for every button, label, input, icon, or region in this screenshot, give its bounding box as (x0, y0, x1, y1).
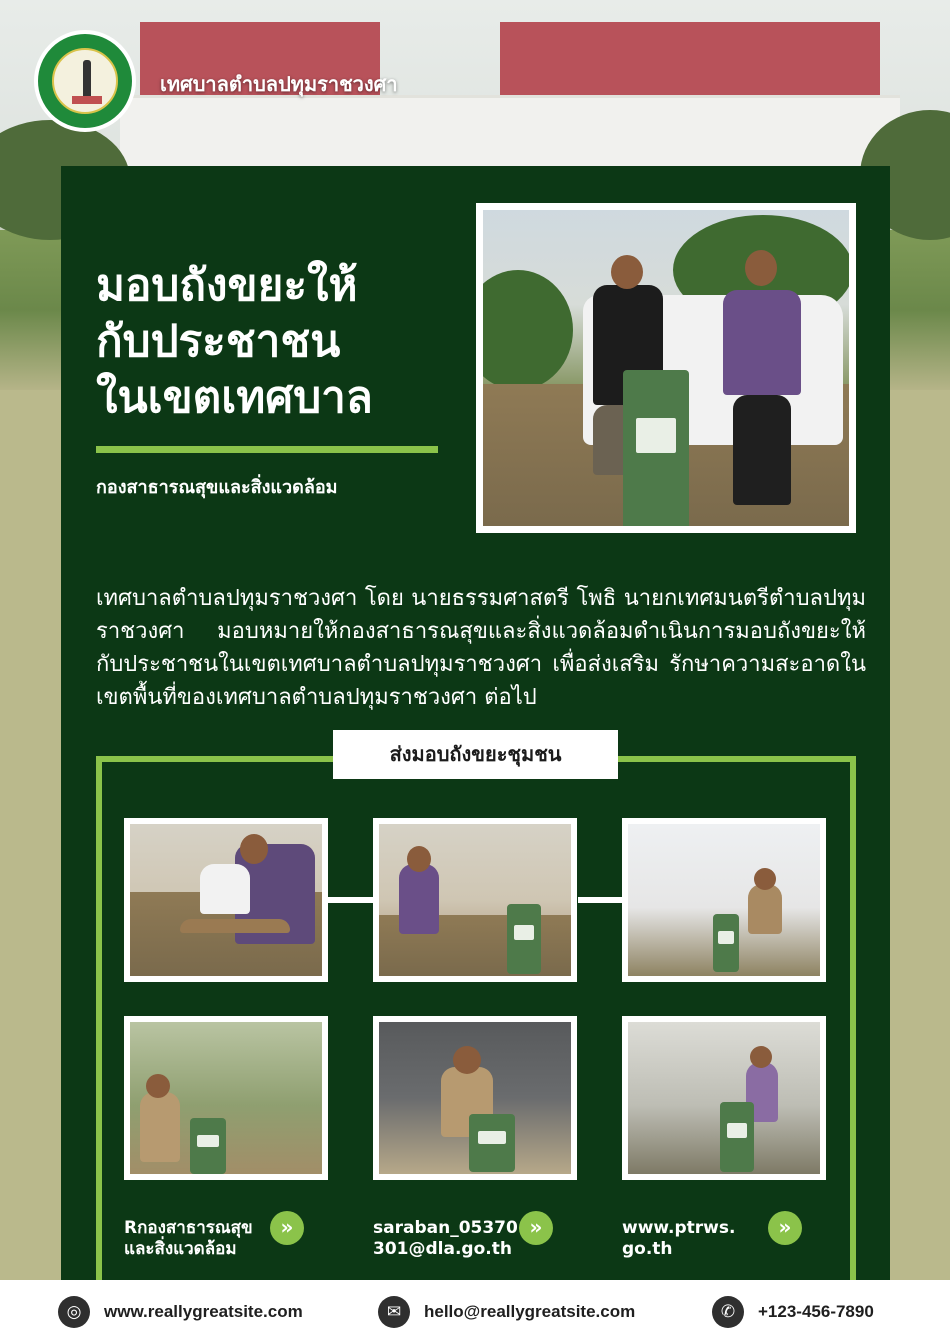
gallery-photo (622, 1016, 826, 1180)
footer-website[interactable]: ◎ www.reallygreatsite.com (58, 1296, 303, 1328)
gallery-photo (622, 818, 826, 982)
footer-email[interactable]: ✉ hello@reallygreatsite.com (378, 1296, 635, 1328)
contact-department: Rกองสาธารณสุข และสิ่งแวดล้อม (124, 1218, 253, 1259)
connector-line (328, 897, 374, 903)
arrow-right-icon[interactable]: » (519, 1211, 553, 1245)
page-title (96, 258, 456, 426)
phone-icon: ✆ (712, 1296, 744, 1328)
site-name: เทศบาลตำบลปทุมราชวงศา (160, 72, 398, 96)
title-line: มอบถังขยะให้ (96, 260, 358, 311)
gallery-label: ส่งมอบถังขยะชุมชน (333, 730, 618, 779)
gallery-photo (373, 1016, 577, 1180)
hero-photo (476, 203, 856, 533)
footer (0, 1280, 950, 1344)
connector-line (578, 897, 624, 903)
arrow-right-icon[interactable]: » (270, 1211, 304, 1245)
mail-icon: ✉ (378, 1296, 410, 1328)
roof (500, 22, 880, 102)
gallery-photo (124, 818, 328, 982)
title-line: กับประชาชน (96, 316, 341, 367)
globe-icon: ◎ (58, 1296, 90, 1328)
footer-phone[interactable]: ✆ +123-456-7890 (712, 1296, 874, 1328)
building-wall (120, 95, 900, 170)
contact-email: saraban_05370 301@dla.go.th (373, 1218, 518, 1259)
arrow-right-icon[interactable]: » (768, 1211, 802, 1245)
title-line: ในเขตเทศบาล (96, 372, 373, 423)
gallery-photo (373, 818, 577, 982)
article-body: เทศบาลตำบลปทุมราชวงศา โดย นายธรรมศาสตรี โพธิ นายกเทศมนตรีตำบลปทุมราชวงศา มอบหมายให้กองสาธารณสุขและสิ่งแวดล้อมดำเนินการมอบถังขยะให้กับประชาชนในเขตเทศบาลตำบลปทุมราชวงศา เพื่อส่งเสริม รักษาความสะอาดในเขตพื้นที่ของเทศบาลตำบลปทุมราชวงศา ต่อไป (96, 586, 866, 710)
municipal-seal-icon (34, 30, 136, 132)
gallery-photo (124, 1016, 328, 1180)
contact-website: www.ptrws. go.th (622, 1218, 736, 1259)
department-name: กองสาธารณสุขและสิ่งแวดล้อม (96, 477, 338, 498)
title-divider (96, 446, 438, 453)
